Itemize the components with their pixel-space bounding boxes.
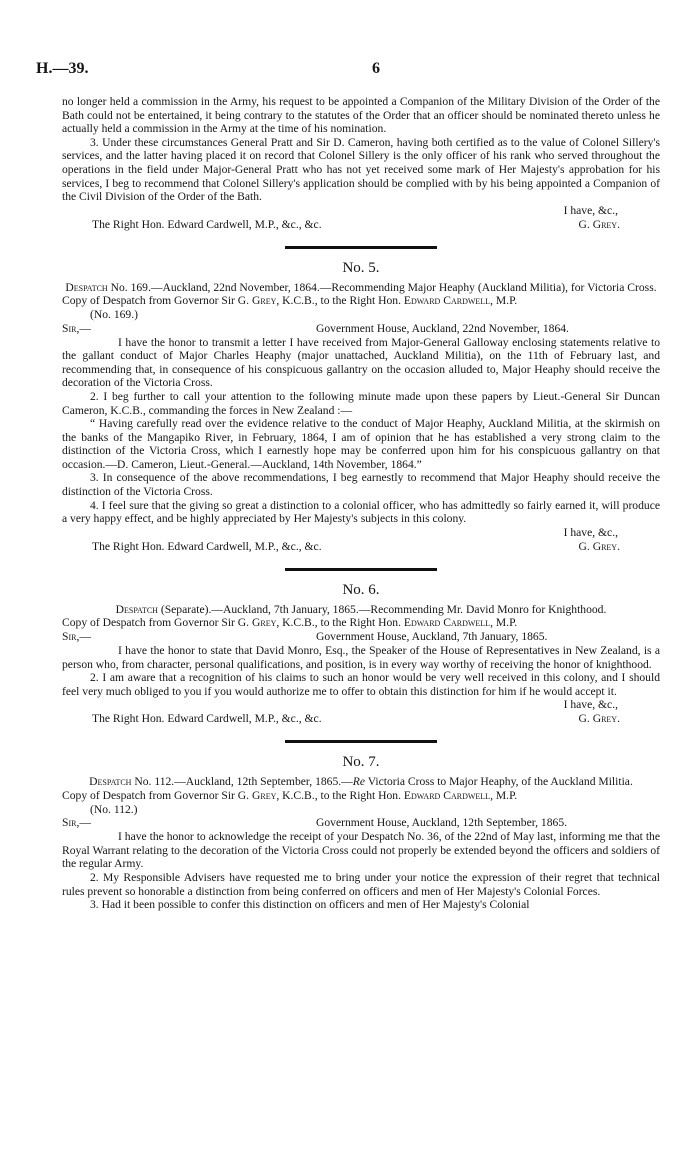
- paragraph: I have the honor to transmit a letter I have received from Major-General Galloway enclosing statements relative to the gallant conduct of Major Charles Heaphy (major unattached, Auckland Militia), on the 11th of February last, and recommending that, in consequence of his conspicuous gallantry on the occasion alluded to, Major Heaphy should receive the decoration of the Victoria Cross.: [62, 335, 660, 390]
- section-heading: No. 5.: [342, 259, 380, 276]
- location-date: Government House, Auckland, 22nd November, 1864.: [316, 321, 569, 335]
- section-divider: [285, 740, 437, 743]
- paragraph: I have the honor to acknowledge the receipt of your Despatch No. 36, of the 22nd of May last, informing me that the Royal Warrant relating to the decoration of the Victoria Cross could not properly be extended beyond the officers and soldiers of the regular Army.: [62, 830, 660, 871]
- signature: G. Grey.: [578, 712, 620, 726]
- salutation: Sir,—: [62, 630, 91, 644]
- copy-line: [62, 294, 660, 308]
- salutation-line: [62, 816, 660, 830]
- copy-text: , M.P.: [490, 294, 518, 308]
- despatch-summary: [62, 603, 660, 617]
- despatch-summary: [62, 775, 660, 789]
- signature: G. Grey.: [578, 217, 620, 231]
- signature-block: [62, 204, 660, 232]
- page-content: [62, 95, 660, 912]
- addressee: The Right Hon. Edward Cardwell, M.P., &c., &c.: [92, 217, 322, 231]
- despatch-re: Re: [352, 775, 365, 789]
- copy-text: , K.C.B., to the Right Hon.: [276, 789, 404, 802]
- page-number: 6: [372, 60, 380, 77]
- copy-text: , K.C.B., to the Right Hon.: [276, 616, 404, 630]
- section-heading: No. 7.: [342, 754, 380, 771]
- copy-text: , M.P.: [490, 616, 518, 630]
- paragraph: I have the honor to state that David Monro, Esq., the Speaker of the House of Representatives in New Zealand, is a person who, from character, personal qualifications, and position, is in every way worthy of receiving the honor of knighthood.: [62, 644, 660, 671]
- paragraph: 3. Had it been possible to confer this distinction on officers and men of Her Majesty's Colonial: [90, 898, 530, 912]
- location-date: Government House, Auckland, 12th September, 1865.: [316, 816, 568, 830]
- despatch-continuation: [62, 95, 660, 232]
- paragraph: 2. I beg further to call your attention to the following minute made upon these papers by Lieut.-General Sir Duncan Cameron, K.C.B., commanding the forces in New Zealand :—: [62, 389, 660, 417]
- despatch-no-5: [62, 259, 660, 554]
- paragraph: 3. Under these circumstances General Pratt and Sir D. Cameron, having both certified as to the value of Colonel Sillery's services, and the latter having placed it on record that Colonel Sillery is the only officer of his rank who served throughout the operations in the field under Major-General Pratt who has not yet received some mark of Her Majesty's approbation for his services, I beg to recommend that Colonel Sillery's application should be complied with by his being appointed a Companion of the Civil Division of the Order of the Bath.: [62, 135, 660, 204]
- section-divider: [285, 568, 437, 571]
- salutation-line: [62, 630, 660, 644]
- signature-block: [62, 698, 660, 726]
- copy-grey: Grey: [251, 789, 277, 802]
- document-reference: H.—39.: [36, 60, 89, 77]
- page-header: [36, 62, 660, 82]
- despatch-number: (No. 169.): [90, 307, 138, 321]
- closing: I have, &c.,: [563, 698, 618, 712]
- copy-line: [62, 789, 660, 803]
- paragraph: no longer held a commission in the Army, his request to be appointed a Companion of the Military Division of the Order of the Bath could not be entertained, it being contrary to the statutes of the Order that an officer should be nominated thereto unless he actually held a commission in the Army at the time of his nomination.: [62, 95, 660, 136]
- despatch-summary-text: No. 112.—Auckland, 12th September, 1865.—: [131, 775, 353, 789]
- copy-cardwell: Edward Cardwell: [403, 616, 491, 630]
- copy-grey: Grey: [251, 294, 277, 308]
- despatch-label: Despatch: [65, 280, 108, 294]
- salutation: Sir,—: [62, 816, 91, 830]
- addressee: The Right Hon. Edward Cardwell, M.P., &c., &c.: [92, 539, 322, 553]
- salutation: Sir,—: [62, 321, 91, 335]
- paragraph: 2. My Responsible Advisers have requested me to bring under your notice the expression of their regret that technical rules prevent so honorable a distinction from being conferred on officers and men of Her Majesty's Colonial Forces.: [62, 870, 660, 898]
- despatch-label: Despatch: [115, 602, 158, 616]
- copy-text: Copy of Despatch from Governor Sir G.: [62, 616, 252, 630]
- paragraph: 4. I feel sure that the giving so great a distinction to a colonial officer, who has admittedly so fairly earned it, will produce a very happy effect, and be highly appreciated by Her Majesty's subjects in this colony.: [62, 498, 660, 526]
- paragraph: 2. I am aware that a recognition of his claims to such an honor would be very well received in this colony, and I should feel very much obliged to you if you would authorize me to offer to obtain this distinction for him if he would accept it.: [62, 671, 660, 698]
- copy-line: [62, 616, 660, 630]
- paragraph: 3. In consequence of the above recommendations, I beg earnestly to recommend that Major Heaphy should receive the distinction of the Victoria Cross.: [62, 471, 660, 499]
- despatch-no-7: [62, 753, 660, 911]
- location-date: Government House, Auckland, 7th January, 1865.: [316, 630, 548, 644]
- quotation: “ Having carefully read over the evidence relative to the conduct of Major Heaphy, Auckland Militia, at the skirmish on the banks of the Mangapiko River, in February, 1864, I am of opinion that he has established a very strong claim to the distinction of the Victoria Cross, which I earnestly hope may be conferred upon him for his conspicuous gallantry on that occasion.—D. Cameron, Lieut.-General.—Auckland, 14th November, 1864.”: [62, 417, 660, 471]
- copy-grey: Grey: [251, 616, 277, 630]
- signature: G. Grey.: [578, 539, 620, 553]
- copy-text: Copy of Despatch from Governor Sir G.: [62, 789, 252, 802]
- despatch-summary-text: Victoria Cross to Major Heaphy, of the Auckland Militia.: [365, 775, 633, 789]
- copy-text: Copy of Despatch from Governor Sir G.: [62, 294, 252, 308]
- closing: I have, &c.,: [563, 525, 618, 539]
- section-divider: [285, 246, 437, 249]
- despatch-number: (No. 112.): [90, 802, 138, 816]
- copy-text: , M.P.: [490, 789, 518, 802]
- signature-block: [62, 526, 660, 554]
- copy-cardwell: Edward Cardwell: [403, 789, 491, 802]
- despatch-summary-text: (Separate).—Auckland, 7th January, 1865.—Recommending Mr. David Monro for Knighthood.: [157, 602, 607, 616]
- despatch-summary-text: No. 169.—Auckland, 22nd November, 1864.—Recommending Major Heaphy (Auckland Militia), for Victoria Cross.: [107, 280, 657, 294]
- salutation-line: [62, 322, 660, 336]
- section-heading: No. 6.: [342, 581, 380, 598]
- copy-cardwell: Edward Cardwell: [403, 294, 491, 308]
- copy-text: , K.C.B., to the Right Hon.: [276, 294, 404, 308]
- despatch-label: Despatch: [89, 775, 132, 789]
- addressee: The Right Hon. Edward Cardwell, M.P., &c., &c.: [92, 712, 322, 726]
- despatch-summary: [62, 281, 660, 295]
- despatch-no-6: [62, 581, 660, 727]
- closing: I have, &c.,: [563, 203, 618, 217]
